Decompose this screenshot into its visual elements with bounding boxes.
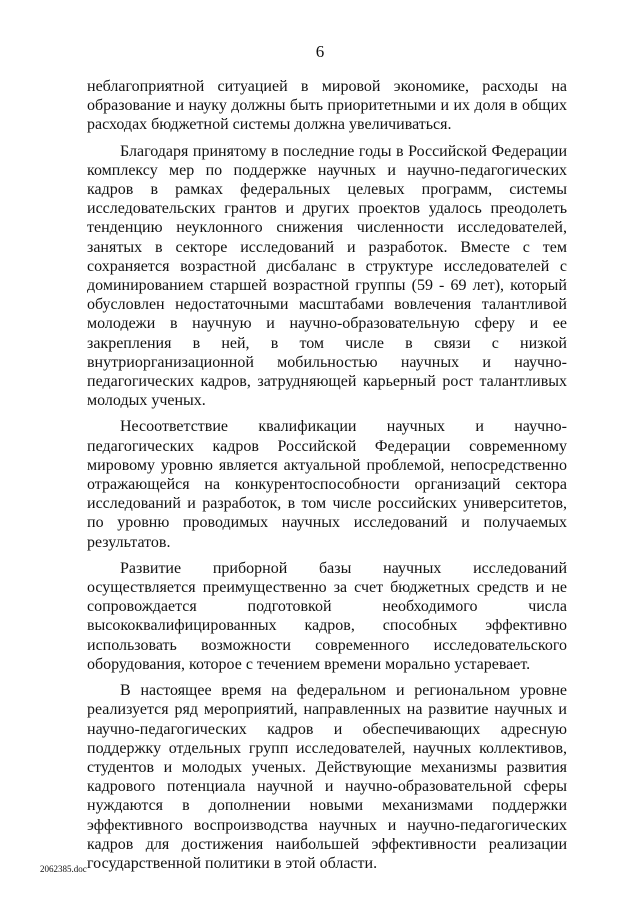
footer-filename: 2062385.doc <box>40 864 87 874</box>
paragraph-continuation: неблагоприятной ситуацией в мировой экономике, расходы на образование и науку должны быть приоритетными и их доля в общих расходах бюджетной системы должна увеличиваться. <box>87 78 567 134</box>
paragraph-qualification-mismatch: Несоответствие квалификации научных и научно-педагогических кадров Российской Федерации современному мировому уровню является актуальной проблемой, непосредственно отражающейся на конкурентоспособности организаций сектора исследований и разработок, в том числе российских университетов, по уровню проводимых научных исследований и получаемых результатов. <box>87 418 567 551</box>
document-body <box>87 77 567 880</box>
page-number: 6 <box>315 42 325 61</box>
paragraph-instrument-base: Развитие приборной базы научных исследований осуществляется преимущественно за счет бюджетных средств и не сопровождается подготовкой необходимого числа высококвалифицированных кадров, способных эффективно использовать возможности современного исследовательского оборудования, которое с течением времени морально устаревает. <box>87 559 567 673</box>
paragraph-staff-support: Благодаря принятому в последние годы в Российской Федерации комплексу мер по поддержке научных и научно-педагогических кадров в рамках федеральных целевых программ, системы исследовательских грантов и других проектов удалось преодолеть тенденцию неуклонного снижения численности исследователей, занятых в секторе исследований и разработок. Вместе с тем сохраняется возрастной дисбаланс в структуре исследователей с доминированием старшей возрастной группы (59 - 69 лет), который обусловлен недостаточными масштабами вовлечения талантливой молодежи в научную и научно-образовательную сферу и ее закрепления в ней, в том числе в связи с низкой внутриорганизационной мобильностью научных и научно-педагогических кадров, затрудняющей карьерный рост талантливых молодых ученых. <box>87 142 567 410</box>
paragraph-current-measures: В настоящее время на федеральном и региональном уровне реализуется ряд мероприятий, направленных на развитие научных и научно-педагогических кадров и обеспечивающих адресную поддержку отдельных групп исследователей, научных коллективов, студентов и молодых ученых. Действующие механизмы развития кадрового потенциала научной и научно-образовательной сферы нуждаются в дополнении новыми механизмами поддержки эффективного воспроизводства научных и научно-педагогических кадров для достижения наибольшей эффективности реализации государственной политики в этой области. <box>87 682 567 872</box>
